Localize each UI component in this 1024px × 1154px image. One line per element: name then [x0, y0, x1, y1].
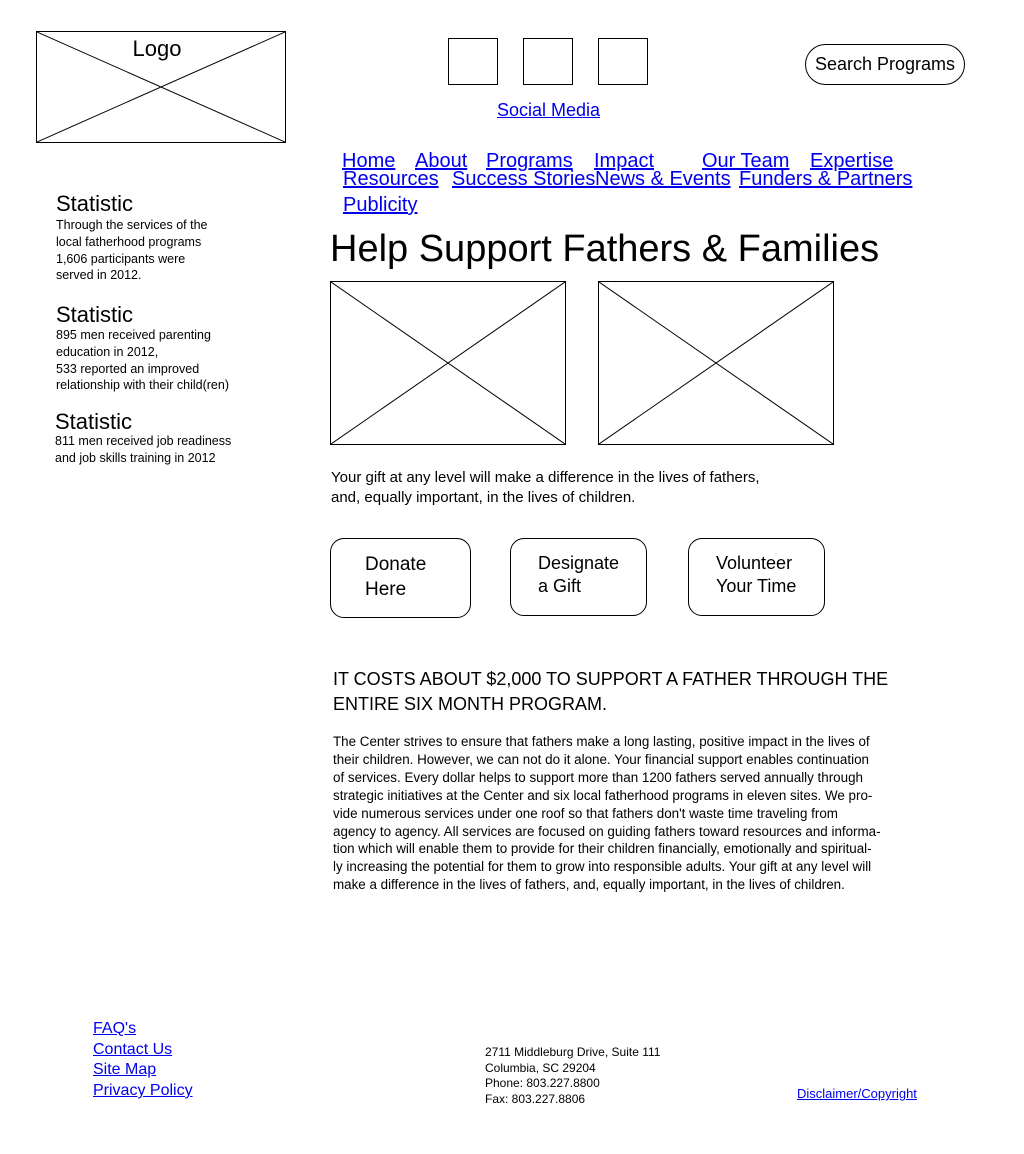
statistic-text: [56, 217, 256, 284]
cost-heading-line: ENTIRE SIX MONTH PROGRAM.: [333, 694, 608, 714]
social-icon-3[interactable]: [598, 38, 648, 85]
nav-our-team[interactable]: Our Team: [702, 150, 790, 172]
logo-label: Logo: [132, 36, 182, 61]
footer-link-faqs[interactable]: FAQ's: [93, 1020, 137, 1037]
social-icon-1[interactable]: [448, 38, 498, 85]
nav-programs[interactable]: Programs: [486, 150, 573, 172]
designate-button-label: a Gift: [538, 576, 582, 596]
cost-heading-line: IT COSTS ABOUT $2,000 TO SUPPORT A FATHER THROUGH THE: [333, 669, 889, 689]
nav-funders-partners[interactable]: Funders & Partners: [739, 168, 913, 190]
intro-line: and, equally important, in the lives of children.: [331, 489, 636, 506]
statistic-heading: Statistic: [55, 409, 133, 434]
statistic-line: 1,606 participants were: [56, 251, 186, 266]
image-placeholder-2: [598, 281, 834, 445]
page-title: Help Support Fathers & Families: [330, 228, 880, 270]
disclaimer-link[interactable]: Disclaimer/Copyright: [797, 1086, 917, 1101]
designate-button-label: Designate: [538, 553, 620, 573]
statistic-line: served in 2012.: [56, 268, 142, 283]
statistic-line: local fatherhood programs: [56, 234, 202, 249]
footer-link-contact-us[interactable]: Contact Us: [93, 1041, 173, 1058]
body-line: their children. However, we can not do it alone. Your financial support enables continuation: [333, 751, 869, 767]
social-media-link[interactable]: Social Media: [497, 100, 601, 120]
social-icon-2[interactable]: [523, 38, 573, 85]
body-line: of services. Every dollar helps to support more than 1200 fathers served annually through: [333, 769, 863, 785]
nav-success-stories[interactable]: Success Stories: [452, 168, 596, 190]
donate-button[interactable]: [330, 538, 471, 618]
statistic-line: 811 men received job readiness: [55, 434, 232, 448]
statistic-heading: Statistic: [56, 191, 134, 216]
nav-resources[interactable]: Resources: [343, 168, 439, 190]
statistic-heading: Statistic: [56, 302, 134, 327]
search-programs-button[interactable]: Search Programs: [805, 44, 965, 85]
address-fax: Fax: 803.227.8806: [485, 1092, 586, 1106]
nav-expertise[interactable]: Expertise: [810, 150, 894, 172]
body-line: tion which will enable them to provide for their children financially, emotionally and spiritual-: [333, 841, 872, 857]
address-city: Columbia, SC 29204: [485, 1061, 596, 1075]
footer-link-site-map[interactable]: Site Map: [93, 1061, 157, 1078]
body-paragraph: [333, 733, 881, 894]
logo[interactable]: [36, 31, 286, 143]
nav-about[interactable]: About: [415, 150, 468, 172]
image-placeholder-icon: [599, 282, 833, 444]
nav-home[interactable]: Home: [342, 150, 396, 172]
body-line: vide numerous services under one roof so that fathers don't waste time traveling from: [333, 805, 838, 821]
body-line: make a difference in the lives of fathers, and, equally important, in the lives of children.: [333, 877, 845, 893]
address-street: 2711 Middleburg Drive, Suite 111: [485, 1045, 661, 1059]
body-line: The Center strives to ensure that fathers make a long lasting, positive impact in the lives of: [333, 734, 870, 749]
statistic-line: 533 reported an improved: [56, 361, 200, 376]
nav-publicity[interactable]: Publicity: [343, 194, 418, 216]
statistic-line: Through the services of the: [56, 218, 208, 232]
donate-button-label: Donate: [365, 554, 427, 575]
designate-gift-button[interactable]: [510, 538, 647, 616]
body-line: ly increasing the potential for them to grow into responsible adults. Your gift at any level will: [333, 859, 872, 875]
statistic-text: [55, 433, 270, 467]
statistic-line: relationship with their child(ren): [56, 378, 229, 393]
nav-news-events[interactable]: News & Events: [595, 168, 731, 190]
volunteer-button-label: Your Time: [716, 576, 797, 596]
intro-line: Your gift at any level will make a difference in the lives of fathers,: [331, 469, 760, 486]
statistic-text: [56, 327, 271, 394]
statistic-line: education in 2012,: [56, 344, 159, 359]
volunteer-button[interactable]: [688, 538, 825, 616]
cost-heading: [333, 667, 888, 717]
volunteer-button-label: Volunteer: [716, 553, 793, 573]
image-placeholder-icon: [331, 282, 565, 444]
statistic-line: and job skills training in 2012: [55, 450, 216, 465]
footer-link-privacy-policy[interactable]: Privacy Policy: [93, 1082, 193, 1099]
donate-button-label: Here: [365, 579, 407, 600]
image-placeholder-1: [330, 281, 566, 445]
statistic-line: 895 men received parenting: [56, 328, 211, 342]
intro-text: [331, 468, 760, 508]
address-phone: Phone: 803.227.8800: [485, 1076, 600, 1090]
body-line: agency to agency. All services are focused on guiding fathers toward resources and informa-: [333, 823, 881, 839]
body-line: strategic initiatives at the Center and six local fatherhood programs in eleven sites. We pro-: [333, 787, 873, 803]
nav-impact[interactable]: Impact: [594, 150, 655, 172]
